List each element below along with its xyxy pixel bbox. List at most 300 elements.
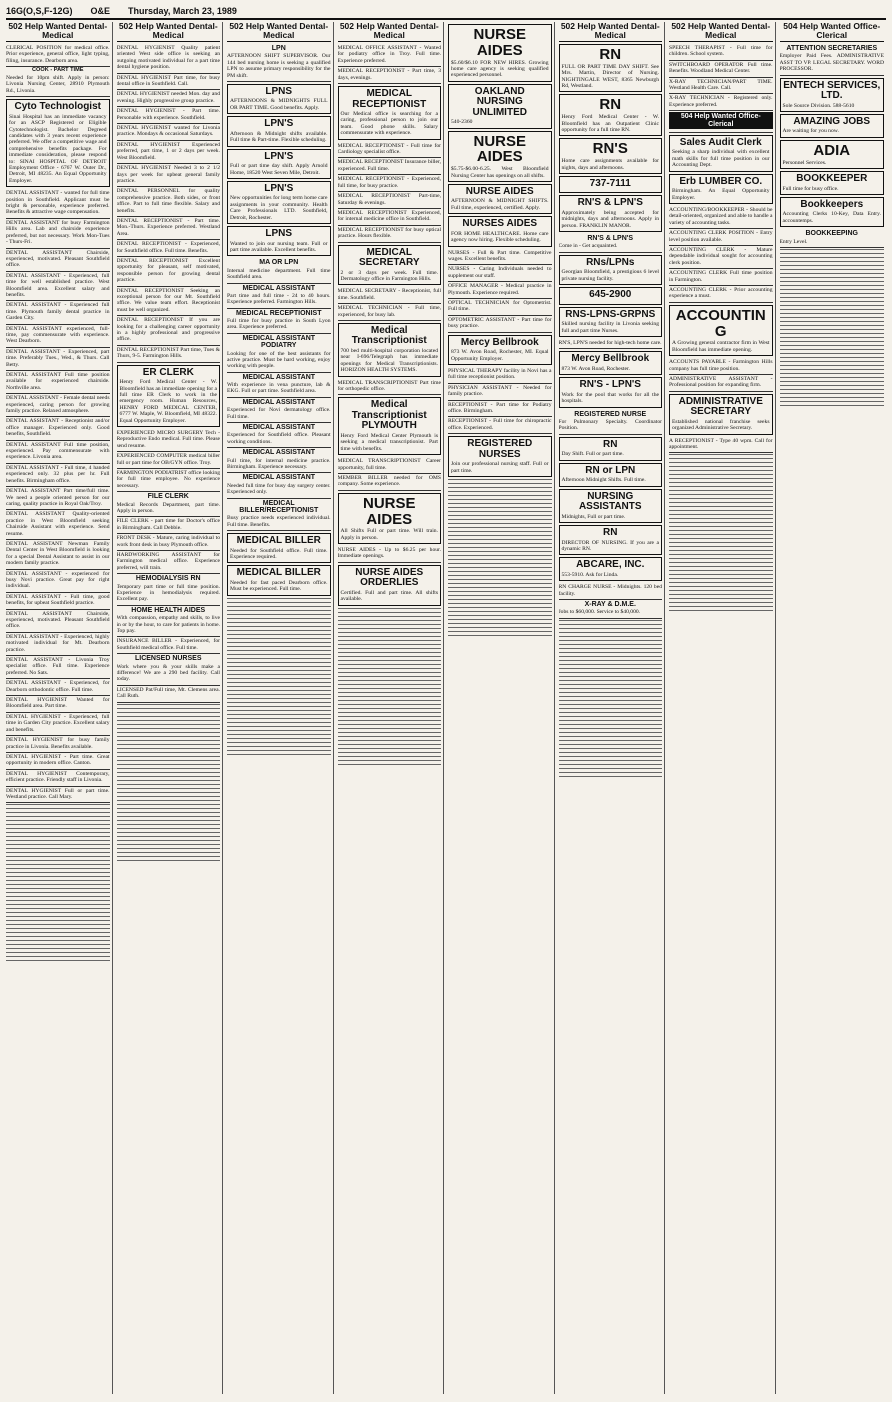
ad-body: AFTERNOON SHIFT SUPERVISOR. Our 144 bed nursing home is seeking a qualified LPN to assume primary responsibility for the PM shift. [227, 53, 331, 79]
issue-date: Thursday, March 23, 1989 [128, 6, 237, 16]
classified-ad [448, 367, 552, 384]
classified-ad [669, 394, 773, 435]
classified-ad [338, 457, 442, 474]
text-filler [448, 527, 552, 530]
ad-body: DENTAL HYGIENIST needed Mon. day and evening. Highly progressive group practice. [116, 91, 220, 104]
classified-ad [227, 373, 331, 398]
ad-body: DENTAL HYGIENIST Quality patient oriented West side office is seeking an outgoing motivated individual for a part time dental hygiene position. [116, 45, 220, 71]
text-filler [669, 582, 773, 585]
ad-headline: NURSING ASSISTANTS [578, 490, 642, 513]
classified-ad [669, 94, 773, 111]
ad-body: DENTAL ASSISTANT - Full time, good benefits, for upbeat Southfield practice. [6, 593, 110, 607]
text-filler [448, 491, 552, 494]
text-filler [227, 710, 331, 713]
classified-ad [338, 142, 442, 159]
text-filler [117, 796, 221, 799]
text-filler [780, 277, 885, 280]
classified-ad [117, 654, 221, 686]
ad-body: Seeking a sharp individual with excellent math skills for full time position in our Accounting Dept. [672, 149, 770, 169]
ad-headline: ACCOUNTING [675, 306, 766, 340]
classified-ad [6, 633, 110, 656]
text-filler [448, 611, 552, 614]
ad-body: 873 W. Avon Road, Rochester, MI. Equal Opportunity Employer. [451, 349, 549, 362]
text-filler [117, 800, 221, 803]
classified-ad [227, 448, 331, 473]
text-filler [117, 844, 221, 847]
text-filler [448, 623, 552, 626]
classified-ad [448, 417, 552, 434]
classified-ad [338, 158, 442, 175]
text-filler [6, 880, 110, 883]
text-filler [338, 612, 442, 615]
ad-body: Established national franchise seeks organized Administrative Secretary. [672, 418, 770, 432]
classified-ad [669, 174, 773, 204]
ad-body: Accounting Clerks 10-Key, Data Entry. accountemps. [782, 211, 881, 224]
text-filler [669, 506, 773, 509]
ad-headline: MEDICAL RECEPTIONIST [236, 309, 322, 317]
classified-ad [559, 176, 663, 194]
classified-ad [117, 346, 221, 363]
ad-body: Midnights, Full or part time. [561, 513, 626, 520]
text-filler [338, 732, 442, 735]
text-filler [780, 405, 885, 408]
text-filler [117, 848, 221, 851]
text-filler [227, 678, 331, 681]
classified-ad [559, 138, 663, 174]
classified-ad [669, 437, 773, 454]
classified-ad [117, 452, 221, 469]
ad-headline: MEDICAL BILLER/RECEPTIONIST [239, 499, 319, 514]
text-filler [6, 816, 110, 819]
text-filler [669, 602, 773, 605]
ad-body: FULL OR PART TIME DAY SHIFT. See Mrs. Martin, Director of Nursing. NIGHTINGALE WEST, 8365 Newburgh Rd, Westland. [561, 63, 659, 89]
classified-ad [117, 217, 221, 240]
text-filler [6, 844, 110, 847]
ad-body: PHYSICIAN ASSISTANT - Needed for family practice. [448, 384, 552, 398]
text-filler [227, 674, 331, 677]
text-filler [117, 792, 221, 795]
classified-ad [6, 540, 110, 570]
text-filler [780, 285, 885, 288]
text-filler [780, 333, 885, 336]
classified-ad [6, 394, 110, 417]
text-filler [669, 490, 773, 493]
ad-body: ACCOUNTING CLERK - Prior accounting experience a must. [669, 287, 773, 300]
classified-ad [227, 565, 331, 595]
text-filler [448, 483, 552, 486]
classified-ad [117, 492, 221, 517]
text-filler [6, 824, 110, 827]
ad-headline: 737-7111 [589, 177, 631, 189]
classified-columns [6, 22, 886, 1394]
text-filler [559, 712, 663, 715]
ad-body: Birmingham. An Equal Opportunity Employer. [672, 188, 770, 201]
classified-ad [117, 141, 221, 164]
classified-ad [6, 679, 110, 696]
text-filler [780, 293, 885, 296]
text-filler [780, 349, 885, 352]
text-filler [6, 832, 110, 835]
classified-ad [448, 216, 552, 246]
text-filler [559, 620, 663, 623]
text-filler [117, 816, 221, 819]
ad-body: DENTAL HYGIENIST Needed 3 to 2 1/2 days per week for upbeat general family practice. [116, 165, 220, 184]
ad-body: DENTAL ASSISTANT - Experienced full time. Plymouth family dental practice in Garden City. [6, 302, 110, 322]
ad-headline: RNs/LPNs [586, 256, 635, 268]
classified-ad [559, 525, 663, 555]
text-filler [227, 634, 331, 637]
text-filler [780, 261, 885, 264]
classified-ad [6, 713, 110, 736]
text-filler [338, 652, 442, 655]
ad-body: DENTAL HYGIENIST wanted for Livonia practice. Mondays & occasional Saturdays. [116, 125, 220, 138]
ad-body: DENTAL ASSISTANT - experienced for busy Novi practice. Great pay for right individual. [6, 570, 110, 590]
text-filler [559, 692, 663, 695]
ad-body: RN'S, LPN'S needed for high-tech home care. [558, 340, 662, 346]
classified-ad [117, 574, 221, 606]
ad-body: With compassion, empathy and skills, to live in or by the hour, to care for patients in home. Top pay. [116, 615, 220, 634]
classified-ad [338, 192, 442, 209]
text-filler [227, 666, 331, 669]
text-filler [448, 523, 552, 526]
text-filler [559, 660, 663, 663]
classified-ad [6, 593, 110, 610]
classified-ad [117, 686, 221, 703]
ad-body: MEDICAL RECEPTIONIST Experienced, for internal medicine office in Southfield. [337, 209, 441, 223]
classified-ad [338, 86, 442, 140]
text-filler [338, 724, 442, 727]
text-filler [669, 562, 773, 565]
text-filler [227, 734, 331, 737]
ad-body: OPTOMETRIC ASSISTANT - Part time for busy practice. [448, 316, 552, 330]
ad-headline: AMAZING JOBS [793, 115, 871, 127]
column-heading: 502 Help Wanted Dental-Medical [669, 22, 773, 42]
ad-headline: LPNS [265, 228, 293, 240]
classified-ad [338, 226, 442, 243]
text-filler [559, 632, 663, 635]
classified-ad [117, 187, 221, 217]
classified-ad [448, 24, 552, 82]
ad-body: A Growing general contractor firm in West Bloomfield has immediate opening. [672, 340, 770, 353]
text-filler [669, 530, 773, 533]
text-filler [448, 607, 552, 610]
ad-body: MEDICAL TRANSCRIPTIONIST Career opportunity, full time. [337, 458, 441, 471]
text-filler [780, 309, 885, 312]
text-filler [6, 856, 110, 859]
text-filler [559, 656, 663, 659]
text-filler [227, 714, 331, 717]
text-filler [669, 574, 773, 577]
text-filler [780, 397, 885, 400]
ad-body: DENTAL ASSISTANT Full time position, experienced. Pay commensurate with experience. Livonia area. [6, 441, 110, 461]
text-filler [559, 756, 663, 759]
text-filler [338, 648, 442, 651]
text-filler [338, 620, 442, 623]
ad-body: DENTAL ASSISTANT - Receptionist and/or office manager. Experienced only. Good benefits, Southfield. [6, 418, 110, 438]
text-filler [338, 700, 442, 703]
text-filler [338, 628, 442, 631]
text-filler [117, 828, 221, 831]
classified-ad [6, 787, 110, 804]
text-filler [780, 317, 885, 320]
ad-headline: RN'S & LPN'S [577, 197, 643, 209]
text-filler [669, 566, 773, 569]
ad-body: Experienced for Southfield office. Pleasant working conditions. [227, 432, 331, 445]
ad-headline: ADIA [813, 141, 851, 159]
text-filler [227, 726, 331, 729]
classified-ad [669, 286, 773, 303]
classified-ad [6, 656, 110, 679]
ad-body: Wanted to join our nursing team. Full or part time available. Excellent benefits. [230, 240, 328, 253]
ad-body: DENTAL HYGIENIST Full or part time. Westland practice. Call Mary. [6, 787, 110, 800]
classified-ad [338, 287, 442, 304]
ad-headline: LPN'S [264, 118, 294, 130]
text-filler [780, 273, 885, 276]
text-filler [780, 329, 885, 332]
classified-ad [338, 67, 442, 84]
ad-body: OFFICE MANAGER - Medical practice in Plymouth. Experience required. [448, 283, 552, 296]
text-filler [559, 644, 663, 647]
ad-body: EXPERIENCED MICRO SURGERY Tech - Reproductive Endo medical. Full time. Please send resume. [116, 430, 220, 449]
ad-headline: ER CLERK [142, 366, 194, 378]
ad-body: DENTAL RECEPTIONIST - Experienced, for Southfield office. Full time. Benefits. [116, 241, 220, 254]
ad-headline: ENTECH SERVICES, LTD. [783, 79, 881, 102]
ad-body: LICENSED Pat/Full time, Mt. Clemens area. Call Ruth. [116, 686, 220, 700]
text-filler [559, 680, 663, 683]
text-filler [117, 712, 221, 715]
text-filler [6, 904, 110, 907]
text-filler [6, 876, 110, 879]
text-filler [780, 289, 885, 292]
classified-ad [448, 84, 552, 129]
text-filler [448, 595, 552, 598]
text-filler [338, 752, 442, 755]
classified-ad [6, 67, 110, 97]
text-filler [6, 888, 110, 891]
text-filler [780, 313, 885, 316]
classified-column [559, 22, 666, 1394]
ad-headline: LPN [271, 45, 286, 52]
text-filler [227, 686, 331, 689]
classified-ad [669, 305, 773, 356]
classified-ad [6, 371, 110, 394]
text-filler [338, 632, 442, 635]
text-filler [117, 812, 221, 815]
text-filler [559, 728, 663, 731]
text-filler [117, 836, 221, 839]
ad-headline: COOK - PART TIME [32, 67, 84, 74]
text-filler [669, 522, 773, 525]
ad-body: RECEPTIONIST - Part time for Podiatry office. Birmingham. [448, 401, 552, 414]
ad-body: ACCOUNTING CLERK POSITION - Entry level position available. [669, 230, 773, 243]
ad-headline: FILE CLERK [147, 493, 189, 501]
text-filler [669, 494, 773, 497]
classified-ad [117, 124, 221, 141]
text-filler [780, 337, 885, 340]
text-filler [6, 860, 110, 863]
text-filler [227, 754, 331, 757]
classified-column [448, 22, 555, 1394]
classified-ad [559, 557, 663, 581]
ad-headline: LPN'S [264, 182, 294, 194]
ad-headline: BOOKKEEPING [805, 230, 858, 238]
classified-ad [559, 234, 663, 253]
classified-ad [117, 365, 221, 427]
classified-column [117, 22, 224, 1394]
text-filler [559, 736, 663, 739]
ad-body: Join our professional nursing staff. Full or part time. [451, 461, 549, 474]
ad-body: NURSES - Caring Individuals needed to supplement our staff. [448, 266, 552, 279]
ad-body: DIRECTOR OF NURSING. If you are a dynamic RN. [561, 539, 659, 552]
text-filler [117, 752, 221, 755]
ad-headline: MEDICAL BILLER [236, 567, 321, 579]
text-filler [227, 606, 331, 609]
ad-body: MEDICAL TRANSCRIPTIONIST Part time for orthopedic office. [337, 379, 441, 392]
text-filler [338, 764, 442, 767]
ad-body: X-RAY TECHNICIAN - Registered only. Experience preferred. [669, 95, 773, 108]
classified-ad [559, 600, 663, 619]
text-filler [227, 598, 331, 601]
text-filler [559, 672, 663, 675]
text-filler [669, 550, 773, 553]
ad-body: For Pulmonary Specialty. Coordinator Position. [558, 418, 662, 432]
classified-ad [6, 753, 110, 770]
text-filler [669, 546, 773, 549]
ad-headline: 504 Help Wanted Office-Clerical [669, 112, 773, 129]
ad-headline: Medical Transcriptionist [351, 324, 427, 347]
text-filler [559, 640, 663, 643]
ad-headline: 645-2900 [589, 289, 632, 301]
classified-ad [6, 441, 110, 464]
text-filler [227, 694, 331, 697]
classified-ad [559, 44, 663, 92]
text-filler [448, 631, 552, 634]
text-filler [338, 656, 442, 659]
text-filler [117, 740, 221, 743]
text-filler [6, 828, 110, 831]
text-filler [559, 696, 663, 699]
text-filler [6, 840, 110, 843]
text-filler [669, 470, 773, 473]
text-filler [559, 724, 663, 727]
text-filler [669, 570, 773, 573]
text-filler [117, 840, 221, 843]
text-filler [338, 728, 442, 731]
ad-body: PHYSICAL THERAPY facility in Novi has a full time receptionist position. [448, 367, 552, 381]
ad-body: Are waiting for you now. [782, 128, 839, 135]
ad-body: $5.60/$6.10 FOR NEW HIRES. Growing home care agency is seeking qualified experienced personnel. [451, 59, 549, 79]
text-filler [448, 591, 552, 594]
text-filler [669, 586, 773, 589]
text-filler [559, 732, 663, 735]
text-filler [559, 652, 663, 655]
text-filler [338, 692, 442, 695]
classified-ad [227, 499, 331, 532]
text-filler [669, 558, 773, 561]
text-filler [227, 746, 331, 749]
ad-body: DENTAL HYGIENIST - Part time. Great opportunity in modern office. Canton. [6, 753, 110, 767]
ad-body: FRONT DESK - Mature, caring individual to work front desk in busy Plymouth office. [116, 535, 220, 548]
ad-headline: NURSE AIDES [465, 185, 534, 197]
ad-body: MEMBER BILLER needed for OMS company. Some experience. [337, 474, 441, 488]
ad-body: INSURANCE BILLER - Experienced, for Southfield medical office. Full time. [116, 638, 220, 651]
ad-body: Henry Ford Medical Center - W. Bloomfield has an Outpatient Clinic opportunity for a full time RN. [561, 114, 659, 133]
classified-ad [559, 307, 663, 337]
text-filler [780, 369, 885, 372]
classified-ad [117, 164, 221, 187]
text-filler [6, 820, 110, 823]
text-filler [227, 698, 331, 701]
text-filler [338, 616, 442, 619]
text-filler [117, 756, 221, 759]
text-filler [448, 599, 552, 602]
text-filler [6, 872, 110, 875]
ad-body: Afternoon & Midnight shifts available. Full time & Part-time. Flexible scheduling. [230, 130, 328, 144]
text-filler [669, 478, 773, 481]
text-filler [117, 824, 221, 827]
text-filler [559, 772, 663, 775]
text-filler [780, 361, 885, 364]
classified-ad [6, 610, 110, 633]
text-filler [448, 575, 552, 578]
text-filler [559, 740, 663, 743]
ad-body: ADMINISTRATIVE ASSISTANT - Professional position for expanding firm. [669, 375, 773, 389]
ad-body: Full or part time day shift. Apply Arnold Home, 18520 West Seven Mile, Detroit. [230, 163, 328, 176]
text-filler [117, 808, 221, 811]
classified-ad [6, 770, 110, 787]
classified-ad [669, 111, 773, 133]
ad-headline: NURSE AIDES ORDERLIES [355, 566, 424, 589]
text-filler [780, 353, 885, 356]
text-filler [669, 458, 773, 461]
ad-headline: RN'S & LPN'S [587, 235, 634, 243]
text-filler [559, 688, 663, 691]
text-filler [117, 720, 221, 723]
classified-ad [338, 209, 442, 226]
ad-body: MEDICAL OFFICE ASSISTANT - Wanted for podiatry office in Troy. Full time. Experience preferred. [337, 45, 441, 64]
text-filler [338, 668, 442, 671]
ad-body: 2 or 3 days per week. Full time. Dermatology office in Farmington Hills. [340, 269, 438, 282]
classified-ad [6, 696, 110, 713]
ad-body: Approximately being accepted for midnights, days and afternoons. Apply in person. FRANKLIN MANOR. [561, 209, 659, 229]
ad-body: All Shifts Full or part time. Will train. Apply in person. [340, 528, 438, 541]
text-filler [338, 696, 442, 699]
ad-body: Jobs to $60,000. Service to $40,000. [558, 609, 641, 616]
text-filler [117, 788, 221, 791]
ad-headline: MEDICAL ASSISTANT [242, 284, 316, 292]
text-filler [448, 615, 552, 618]
ad-body: New opportunities for long term home care assignments in your community. Health Care Professionals LTD. Southfield, Detroit, Rochester. [230, 195, 328, 221]
text-filler [559, 708, 663, 711]
text-filler [6, 952, 110, 955]
ad-body: DENTAL ASSISTANT - Full time, 4 handed experienced only. 32 plus per hr. Full benefits. Birmingham office. [6, 464, 110, 484]
text-filler [780, 345, 885, 348]
column-heading: 502 Help Wanted Dental-Medical [6, 22, 110, 42]
ad-headline: Mercy Bellbrook [460, 336, 539, 348]
classified-column [227, 22, 334, 1394]
text-filler [227, 646, 331, 649]
classified-ad [669, 358, 773, 375]
classified-ad [669, 229, 773, 246]
ad-body: RECEPTIONIST - Full time for chiropractic office. Experienced. [448, 418, 552, 431]
ad-body: SWITCHBOARD OPERATOR Full time. Benefits. Woodland Medical Center. [669, 61, 773, 75]
text-filler [338, 644, 442, 647]
text-filler [448, 571, 552, 574]
text-filler [227, 642, 331, 645]
text-filler [780, 385, 885, 388]
ad-body: DENTAL HYGIENIST Contemporary, efficient practice. Friendly staff in Livonia. [6, 770, 110, 784]
text-filler [669, 486, 773, 489]
